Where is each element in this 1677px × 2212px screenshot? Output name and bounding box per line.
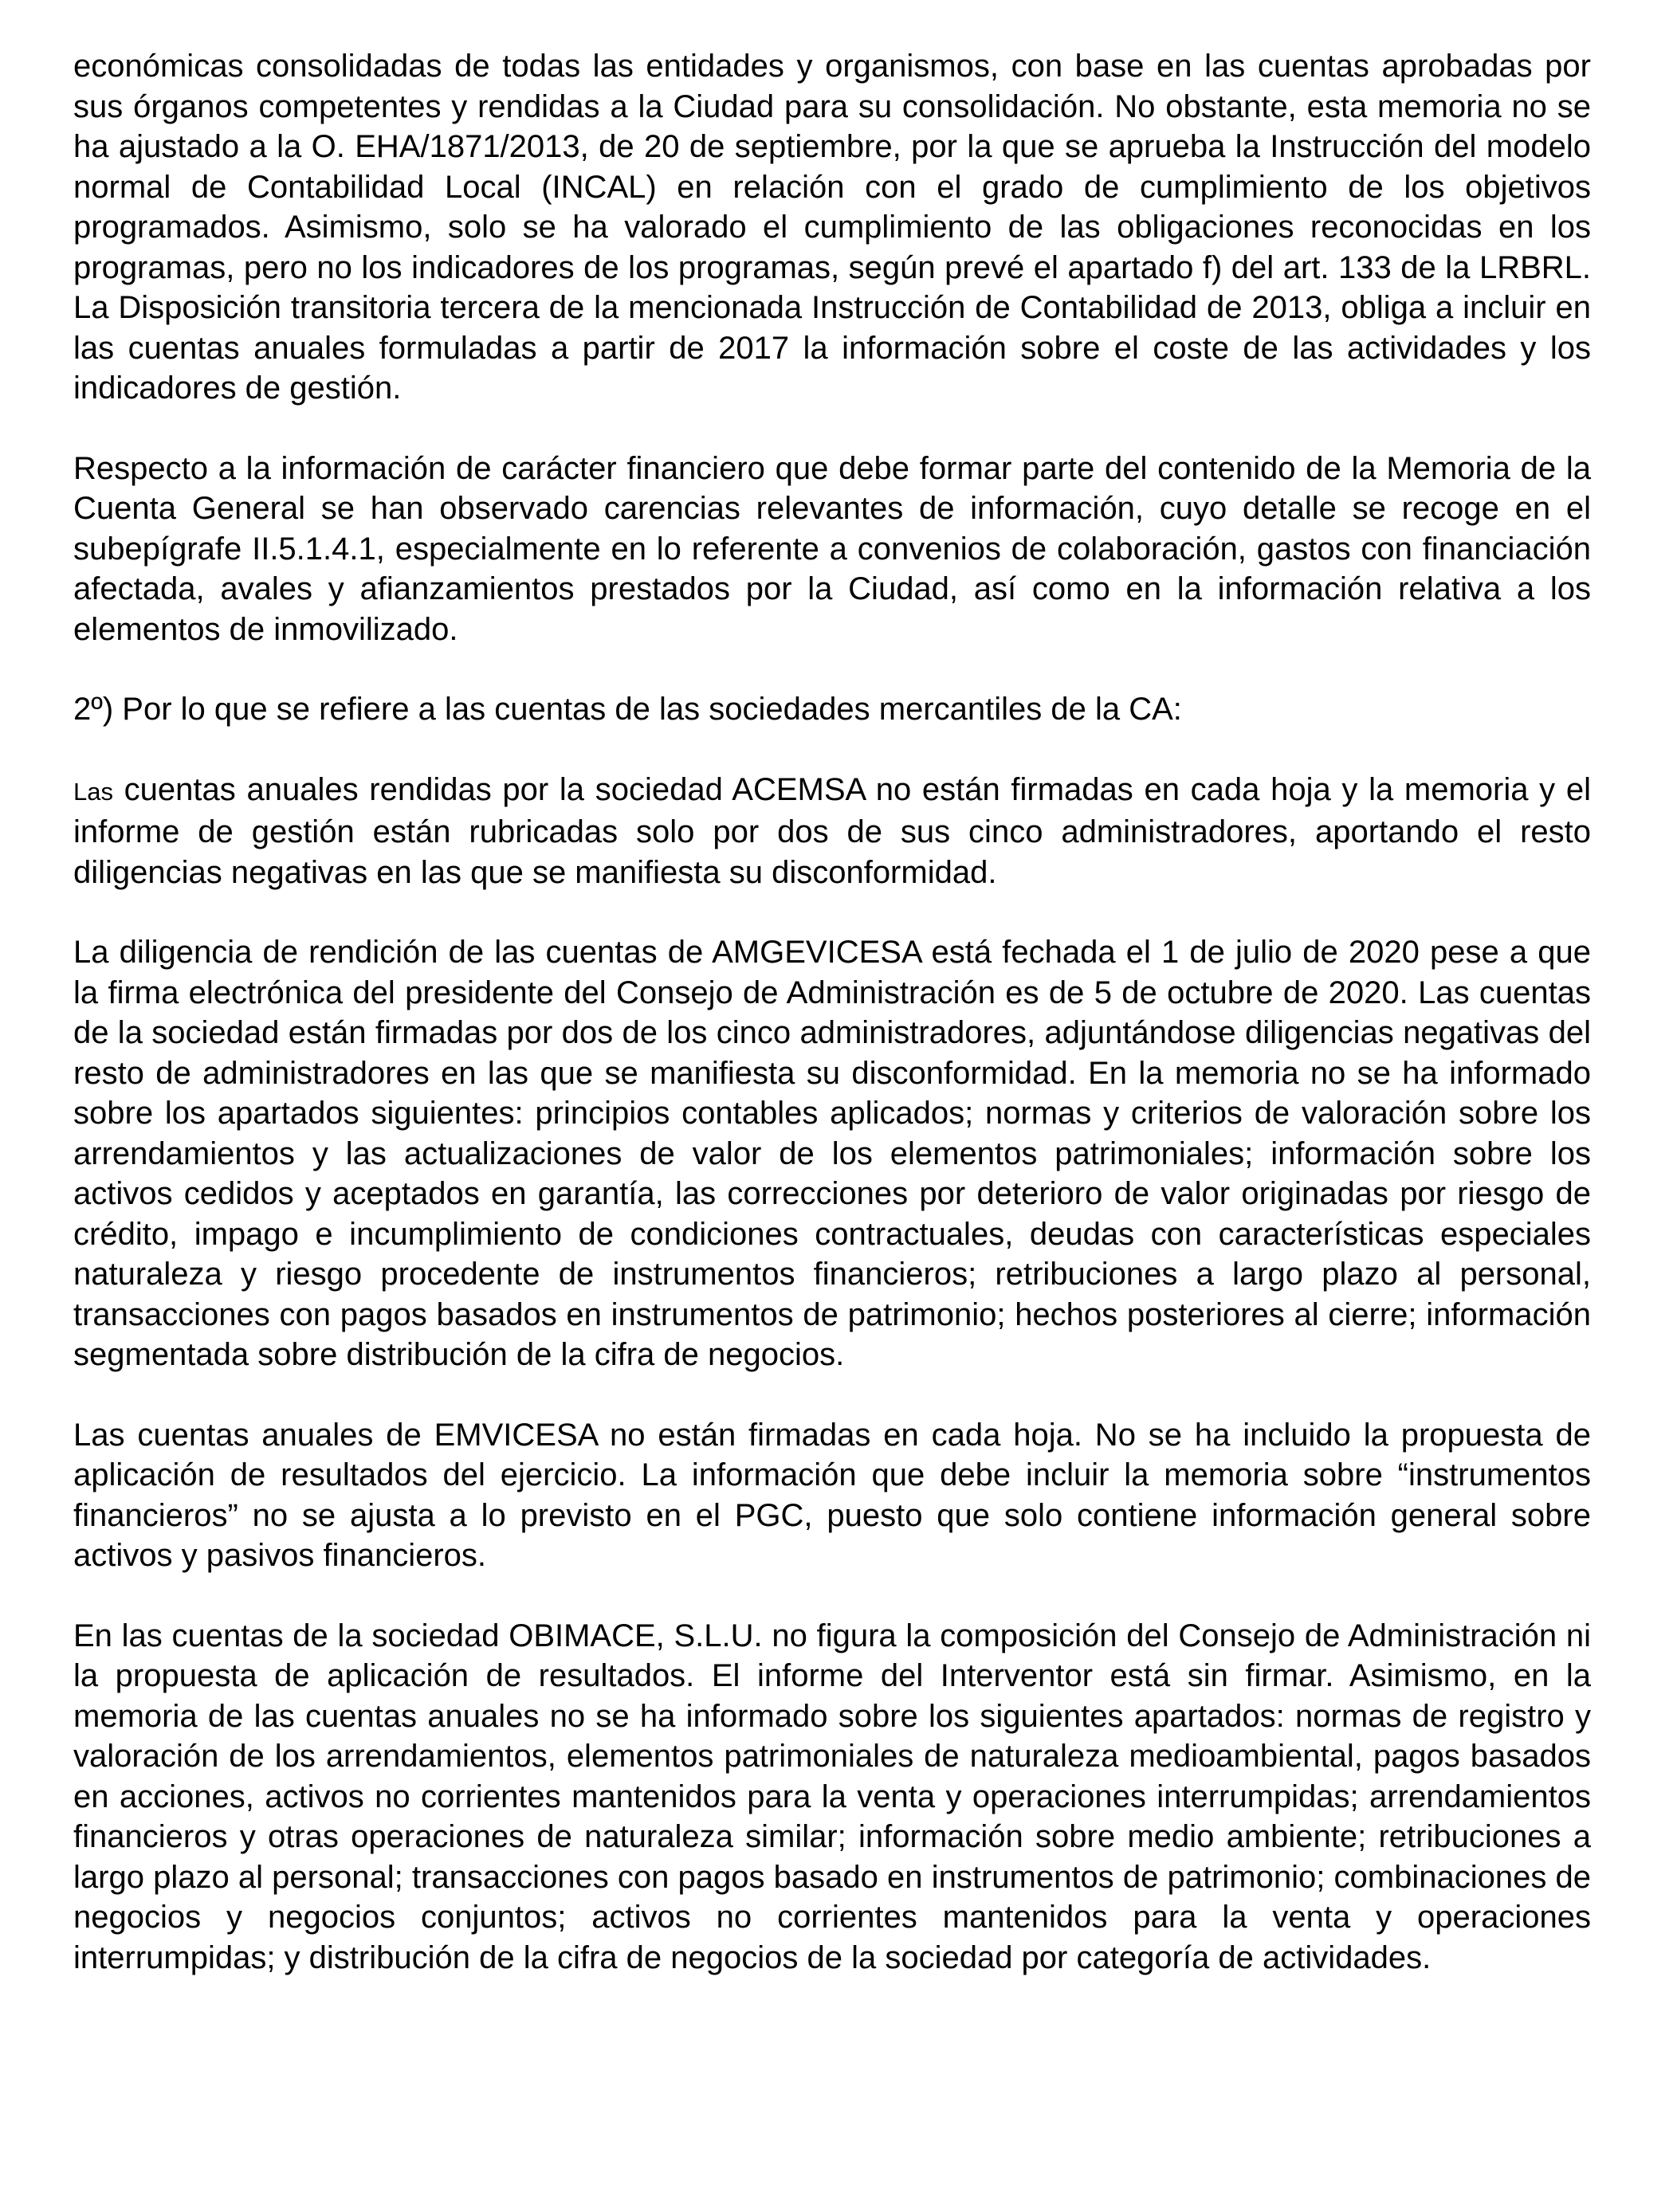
paragraph-emvicesa: Las cuentas anuales de EMVICESA no están firmadas en cada hoja. No se ha incluido la propuesta de aplicación de resultados del ejercicio. La información que debe incluir la memoria sobre “instrumentos financieros” no se ajusta a lo previsto en el PGC, puesto que solo contiene información general sobre activos y pasivos financieros. — [73, 1417, 1591, 1573]
paragraph-amgevicesa: La diligencia de rendición de las cuentas de AMGEVICESA está fechada el 1 de julio de 2020 pese a que la firma electrónica del presidente del Consejo de Administración es de 5 de octubre de 2020. Las cuentas de la sociedad están firmadas por dos de los cinco administradores, adjuntándose diligencias negativas del resto de administradores en las que se manifiesta su disconformidad. En la memoria no se ha informado sobre los apartados siguientes: principios contables aplicados; normas y criterios de valoración sobre los arrendamientos y las actualizaciones de valor de los elementos patrimoniales; información sobre los activos cedidos y aceptados en garantía, las correcciones por deterioro de valor originadas por riesgo de crédito, impago e incumplimiento de condiciones contractuales, deudas con características especiales naturaleza y riesgo procedente de instrumentos financieros; retribuciones a largo plazo al personal, transacciones con pagos basados en instrumentos de patrimonio; hechos posteriores al cierre; información segmentada sobre distribución de la cifra de negocios. — [73, 935, 1591, 1372]
paragraph-memoria-consolidacion: económicas consolidadas de todas las entidades y organismos, con base en las cuentas aprobadas por sus órganos competentes y rendidas a la Ciudad para su consolidación. No obstante, esta memoria no se ha ajustado a la O. EHA/1871/2013, de 20 de septiembre, por la que se aprueba la Instrucción del modelo normal de Contabilidad Local (INCAL) en relación con el grado de cumplimiento de los objetivos programados. Asimismo, solo se ha valorado el cumplimiento de las obligaciones reconocidas en los programas, pero no los indicadores de los programas, según prevé el apartado f) del art. 133 de la LRBRL. La Disposición transitoria tercera de la mencionada Instrucción de Contabilidad de 2013, obliga a incluir en las cuentas anuales formuladas a partir de 2017 la información sobre el coste de las actividades y los indicadores de gestión. — [73, 49, 1591, 406]
paragraph-acemsa-lead: Las — [73, 777, 113, 806]
paragraph-obimace: En las cuentas de la sociedad OBIMACE, S.L.U. no figura la composición del Consejo de Administración ni la propuesta de aplicación de resultados. El informe del Interventor está sin firmar. Asimismo, en la memoria de las cuentas anuales no se ha informado sobre los siguientes apartados: normas de registro y valoración de los arrendamientos, elementos patrimoniales de naturaleza medioambiental, pagos basados en acciones, activos no corrientes mantenidos para la venta y operaciones interrumpidas; arrendamientos financieros y otras operaciones de naturaleza similar; información sobre medio ambiente; retribuciones a largo plazo al personal; transacciones con pagos basado en instrumentos de patrimonio; combinaciones de negocios y negocios conjuntos; activos no corrientes mantenidos para la venta y operaciones interrumpidas; y distribución de la cifra de negocios de la sociedad por categoría de actividades. — [73, 1618, 1591, 1975]
paragraph-acemsa-text: cuentas anuales rendidas por la sociedad ACEMSA no están firmadas en cada hoja y la memoria y el informe de gestión están rubricadas solo por dos de sus cinco administradores, aportando el resto diligencias negativas en las que se manifiesta su disconformidad. — [73, 771, 1591, 890]
paragraph-acemsa — [73, 770, 1591, 893]
document-body — [73, 46, 1591, 2018]
paragraph-informacion-financiera: Respecto a la información de carácter financiero que debe formar parte del contenido de la Memoria de la Cuenta General se han observado carencias relevantes de información, cuyo detalle se recoge en el subepígrafe II.5.1.4.1, especialmente en lo referente a convenios de colaboración, gastos con financiación afectada, avales y afianzamientos prestados por la Ciudad, así como en la información relativa a los elementos de inmovilizado. — [73, 450, 1591, 647]
paragraph-sociedades-mercantiles-heading: 2º) Por lo que se refiere a las cuentas de las sociedades mercantiles de la CA: — [73, 692, 1182, 727]
